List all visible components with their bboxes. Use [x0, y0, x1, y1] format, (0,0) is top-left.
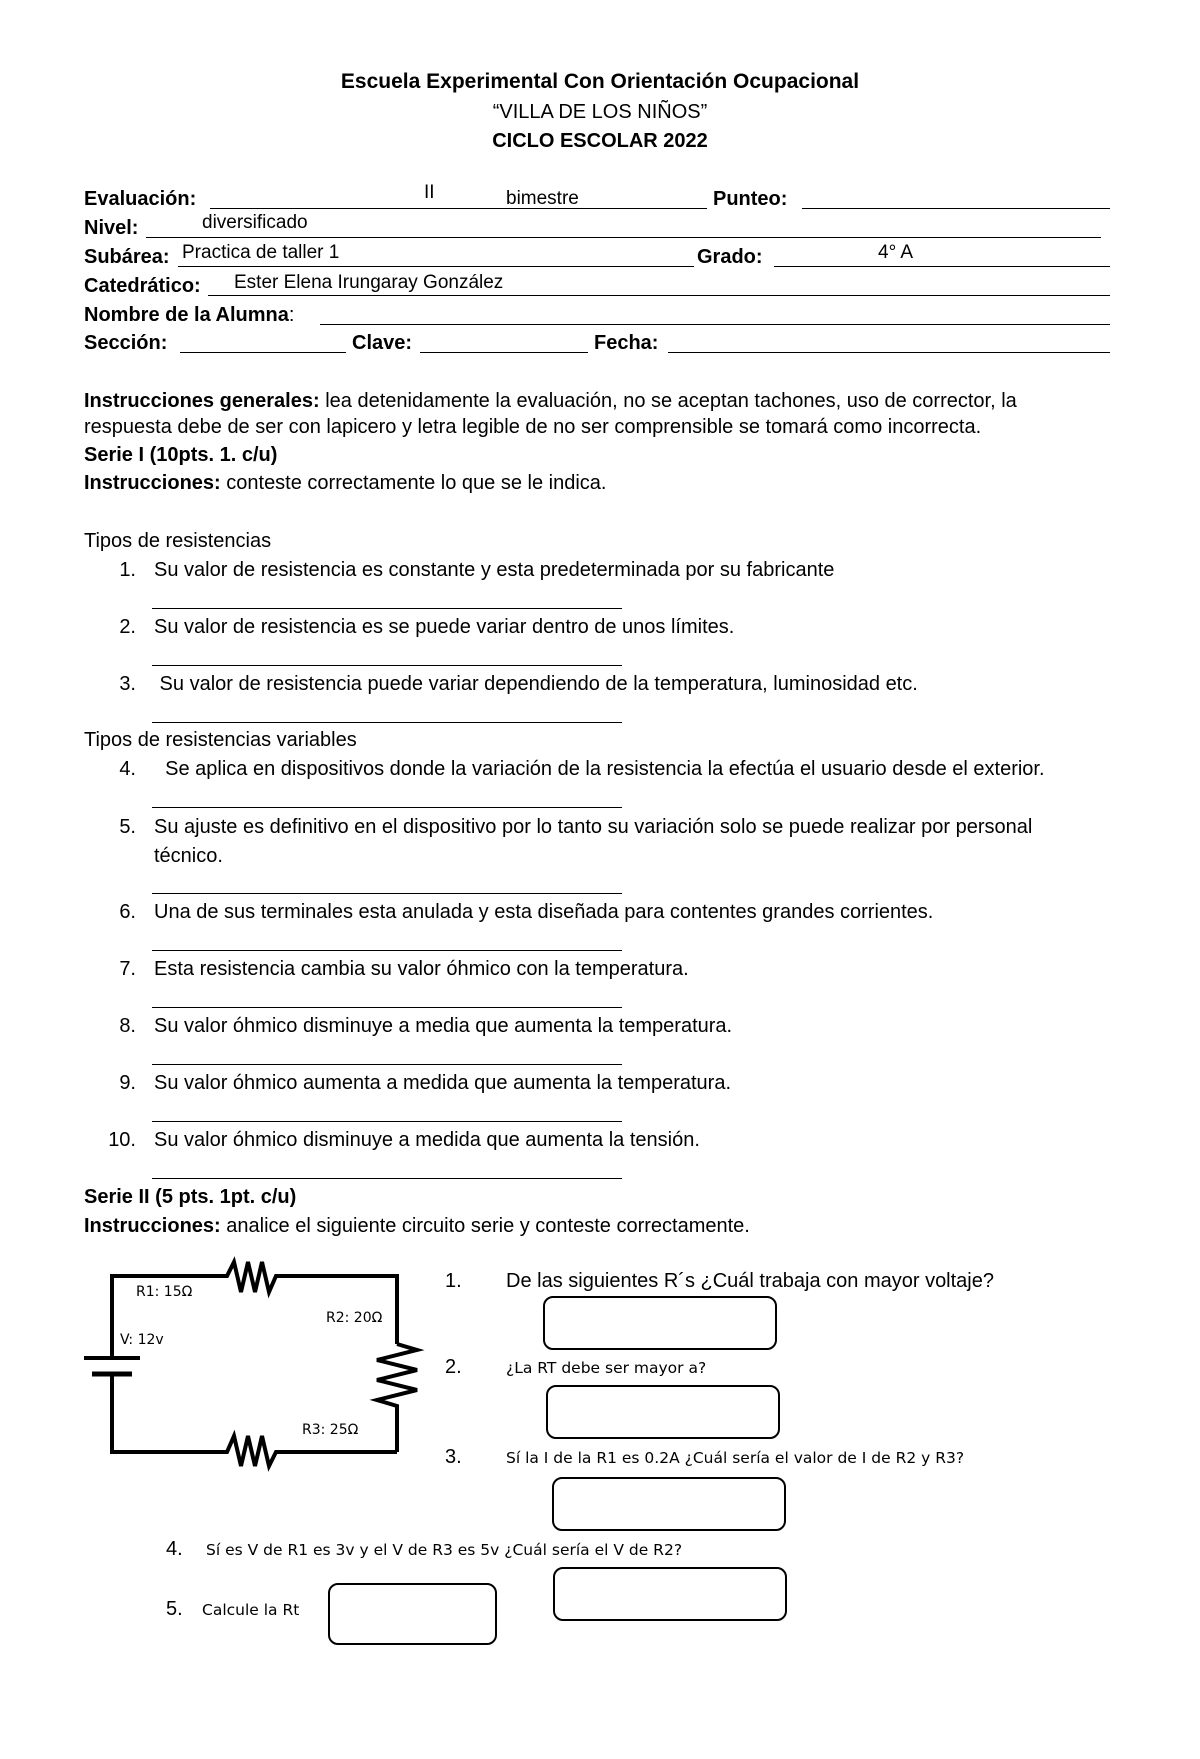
s2q2-text: ¿La RT debe ser mayor a?	[506, 1359, 707, 1377]
instrucciones-generales-text1: lea detenidamente la evaluación, no se aceptan tachones, uso de corrector, la	[319, 390, 1017, 412]
bimestre-value: bimestre	[506, 188, 579, 209]
r2-resistor	[377, 1344, 417, 1452]
q4-num: 4.	[119, 758, 136, 780]
serie1-instr-text: conteste correctamente lo que se le indica.	[220, 472, 607, 494]
nivel-line	[146, 237, 1101, 238]
nombre-colon: :	[288, 304, 295, 326]
q10-text: Su valor óhmico disminuye a medida que aumenta la tensión.	[154, 1129, 700, 1151]
q6-text: Una de sus terminales esta anulada y esta diseñada para contentes grandes corrientes.	[154, 901, 934, 923]
q2-answer-line[interactable]	[152, 665, 622, 666]
r2-label: R2: 20Ω	[326, 1310, 383, 1326]
s2q3-answer-box[interactable]	[552, 1477, 786, 1531]
s2q5-num: 5.	[166, 1598, 183, 1620]
serie2-title: Serie II (5 pts. 1pt. c/u)	[84, 1186, 297, 1208]
q9-text: Su valor óhmico aumenta a medida que aumenta la temperatura.	[154, 1072, 732, 1094]
group-tipos-resistencias: Tipos de resistencias	[84, 530, 272, 552]
grado-label: Grado:	[697, 246, 763, 268]
school-subtitle: “VILLA DE LOS NIÑOS”	[492, 101, 708, 123]
fecha-line	[668, 352, 1110, 353]
punteo-line	[802, 208, 1110, 209]
serie1-title: Serie I (10pts. 1. c/u)	[84, 444, 278, 466]
q7-num: 7.	[119, 958, 136, 980]
s2q2-num: 2.	[445, 1356, 462, 1378]
q9-num: 9.	[119, 1072, 136, 1094]
instrucciones-generales-label: Instrucciones generales:	[84, 390, 320, 412]
group-tipos-variables: Tipos de resistencias variables	[84, 729, 357, 751]
q6-num: 6.	[119, 901, 136, 923]
s2q1-text: De las siguientes R´s ¿Cuál trabaja con mayor voltaje?	[506, 1270, 994, 1292]
grado-value: 4° A	[878, 242, 914, 263]
q5-text: Su ajuste es definitivo en el dispositivo por lo tanto su variación solo se puede realizar por personal	[154, 816, 1033, 838]
q5-text-line2: técnico.	[154, 845, 223, 867]
q3-num: 3.	[119, 673, 136, 695]
q3-answer-line[interactable]	[152, 722, 622, 723]
serie2-instructions	[84, 1215, 750, 1238]
s2q3-text: Sí la I de la R1 es 0.2A ¿Cuál sería el valor de I de R2 y R3?	[506, 1449, 965, 1467]
nombre-label: Nombre de la Alumna	[84, 304, 289, 326]
q4-answer-line[interactable]	[152, 807, 622, 808]
school-year: CICLO ESCOLAR 2022	[492, 130, 708, 152]
seccion-line	[180, 352, 346, 353]
nombre-label-wrap	[84, 304, 294, 327]
instrucciones-generales-text2: respuesta debe de ser con lapicero y letra legible de no ser comprensible se tomará como incorrecta.	[84, 416, 982, 438]
q6-answer-line[interactable]	[152, 950, 622, 951]
q8-text: Su valor óhmico disminuye a media que aumenta la temperatura.	[154, 1015, 733, 1037]
school-name: Escuela Experimental Con Orientación Ocupacional	[340, 70, 860, 93]
serie1-instr-label: Instrucciones:	[84, 472, 221, 494]
fecha-label: Fecha:	[594, 332, 659, 354]
serie1-instructions	[84, 472, 606, 495]
q3-text: Su valor de resistencia puede variar dependiendo de la temperatura, luminosidad etc.	[154, 673, 918, 695]
q2-num: 2.	[119, 616, 136, 638]
series-circuit-diagram	[80, 1250, 430, 1480]
q7-answer-line[interactable]	[152, 1007, 622, 1008]
v-label: V: 12v	[120, 1332, 164, 1348]
catedratico-value: Ester Elena Irungaray González	[234, 272, 504, 293]
nivel-label: Nivel:	[84, 217, 139, 239]
nivel-value: diversificado	[202, 212, 308, 233]
q4-text: Se aplica en dispositivos donde la variación de la resistencia la efectúa el usuario desde el exterior.	[154, 758, 1045, 780]
q1-num: 1.	[119, 559, 136, 581]
r1-label: R1: 15Ω	[136, 1284, 193, 1300]
subarea-line	[178, 266, 694, 267]
q1-answer-line[interactable]	[152, 608, 622, 609]
s2q1-answer-box[interactable]	[543, 1296, 777, 1350]
evaluacion-label: Evaluación:	[84, 188, 197, 210]
s2q3-num: 3.	[445, 1446, 462, 1468]
clave-label: Clave:	[352, 332, 413, 354]
catedratico-label: Catedrático:	[84, 275, 201, 297]
s2q4-num: 4.	[166, 1538, 183, 1560]
nombre-line	[320, 324, 1110, 325]
evaluacion-value: II	[424, 182, 435, 203]
q7-text: Esta resistencia cambia su valor óhmico con la temperatura.	[154, 958, 689, 980]
seccion-label: Sección:	[84, 332, 168, 354]
instrucciones-generales	[84, 387, 1114, 415]
q8-answer-line[interactable]	[152, 1064, 622, 1065]
s2q4-text: Sí es V de R1 es 3v y el V de R3 es 5v ¿Cuál sería el V de R2?	[206, 1541, 683, 1559]
q8-num: 8.	[119, 1015, 136, 1037]
serie2-instr-label: Instrucciones:	[84, 1215, 221, 1237]
q5-answer-line[interactable]	[152, 893, 622, 894]
s2q5-answer-box[interactable]	[328, 1583, 497, 1645]
s2q5-text: Calcule la Rt	[202, 1601, 300, 1619]
r3-label: R3: 25Ω	[302, 1422, 359, 1438]
q5-num: 5.	[119, 816, 136, 838]
q1-text: Su valor de resistencia es constante y esta predeterminada por su fabricante	[154, 559, 835, 581]
grado-line	[774, 266, 1110, 267]
evaluacion-line	[210, 208, 707, 209]
q10-num: 10.	[108, 1129, 136, 1151]
clave-line	[420, 352, 588, 353]
q2-text: Su valor de resistencia es se puede variar dentro de unos límites.	[154, 616, 735, 638]
s2q2-answer-box[interactable]	[546, 1385, 780, 1439]
subarea-value: Practica de taller 1	[182, 242, 340, 263]
catedratico-line	[208, 295, 1110, 296]
punteo-label: Punteo:	[713, 188, 788, 210]
q9-answer-line[interactable]	[152, 1121, 622, 1122]
s2q4-answer-box[interactable]	[553, 1567, 787, 1621]
q10-answer-line[interactable]	[152, 1178, 622, 1179]
subarea-label: Subárea:	[84, 246, 170, 268]
s2q1-num: 1.	[445, 1270, 462, 1292]
serie2-instr-text: analice el siguiente circuito serie y conteste correctamente.	[220, 1215, 750, 1237]
